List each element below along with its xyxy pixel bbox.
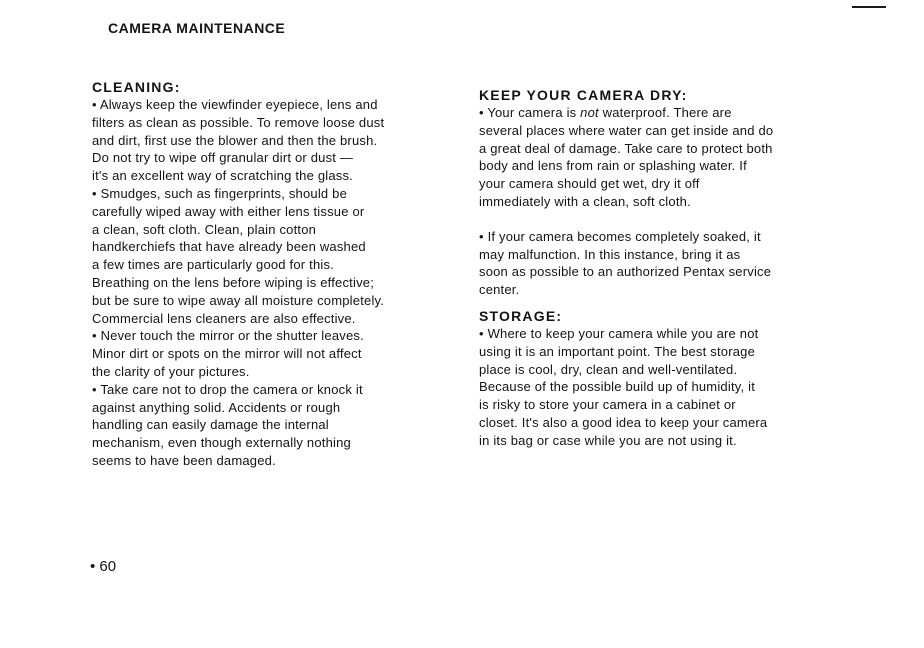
text-line: Minor dirt or spots on the mirror will not affect: [92, 346, 362, 362]
text-line: several places where water can get inside and do: [479, 122, 774, 138]
keep-dry-section: [479, 86, 849, 299]
text-line: using it is an important point. The best storage: [479, 343, 756, 359]
storage-section: [479, 307, 849, 450]
text-line: handling can easily damage the internal: [92, 417, 329, 433]
page-header: CAMERA MAINTENANCE: [108, 20, 286, 36]
top-rule-line: [852, 6, 886, 8]
text-line: a clean, soft cloth. Clean, plain cotton: [92, 221, 317, 237]
text-line: • Smudges, such as fingerprints, should be: [92, 185, 348, 201]
text-line: in its bag or case while you are not using it.: [479, 432, 737, 448]
emphasis-text: not: [580, 105, 599, 120]
text-line: immediately with a clean, soft cloth.: [479, 193, 691, 209]
text-line: the clarity of your pictures.: [92, 363, 250, 379]
text-fragment: • Your camera is: [479, 105, 581, 120]
text-line: is risky to store your camera in a cabinet or: [479, 397, 736, 413]
text-line: [479, 104, 849, 122]
cleaning-section: [92, 78, 462, 470]
text-line: • Take care not to drop the camera or knock it: [92, 381, 363, 397]
text-line: may malfunction. In this instance, bring it as: [479, 246, 741, 262]
storage-heading: STORAGE:: [479, 307, 563, 324]
right-column: [479, 86, 849, 450]
text-line: handkerchiefs that have already been washed: [92, 239, 366, 255]
text-line: mechanism, even though externally nothing: [92, 435, 351, 451]
text-line: closet. It's also a good idea to keep your camera: [479, 414, 768, 430]
cleaning-body: [92, 96, 462, 470]
text-line: Because of the possible build up of humidity, it: [479, 379, 756, 395]
text-line: • Always keep the viewfinder eyepiece, lens and: [92, 97, 378, 112]
text-line: it's an excellent way of scratching the glass.: [92, 168, 353, 184]
text-line: soon as possible to an authorized Pentax service: [479, 264, 772, 280]
text-line: • Never touch the mirror or the shutter leaves.: [92, 328, 364, 344]
section-gap: [479, 299, 849, 307]
text-fragment: waterproof. There are: [598, 105, 732, 120]
text-line: your camera should get wet, dry it off: [479, 176, 700, 192]
text-line: against anything solid. Accidents or rough: [92, 399, 341, 415]
cleaning-heading: CLEANING:: [92, 79, 181, 95]
text-line: Commercial lens cleaners are also effective.: [92, 310, 356, 326]
text-line: and dirt, first use the blower and then the brush.: [92, 132, 378, 148]
text-line: Do not try to wipe off granular dirt or dust —: [92, 150, 354, 166]
text-line: a great deal of damage. Take care to protect both: [479, 140, 773, 156]
text-line: but be sure to wipe away all moisture completely.: [92, 292, 385, 308]
keep-dry-heading: KEEP YOUR CAMERA DRY:: [479, 87, 688, 103]
text-line: filters as clean as possible. To remove loose dust: [92, 114, 385, 130]
text-line: • If your camera becomes completely soaked, it: [479, 228, 761, 244]
text-line: a few times are particularly good for this.: [92, 257, 334, 273]
text-line: • Where to keep your camera while you are not: [479, 325, 759, 341]
text-line: body and lens from rain or splashing water. If: [479, 158, 747, 174]
paragraph-gap: [479, 211, 849, 228]
page-number: • 60: [90, 558, 117, 575]
text-line: seems to have been damaged.: [92, 452, 276, 468]
text-line: carefully wiped away with either lens tissue or: [92, 203, 365, 219]
text-line: center.: [479, 282, 520, 298]
text-line: Breathing on the lens before wiping is effective;: [92, 274, 375, 290]
text-line: place is cool, dry, clean and well-ventilated.: [479, 361, 738, 377]
